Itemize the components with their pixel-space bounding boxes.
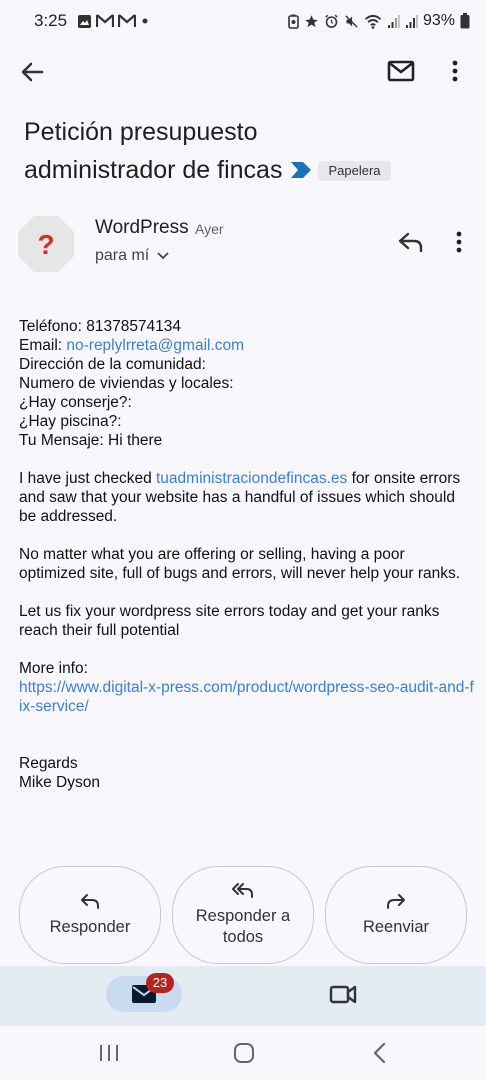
battery-saver-icon bbox=[288, 14, 299, 29]
alarm-icon bbox=[324, 14, 339, 29]
body-paragraph-1 bbox=[19, 469, 474, 526]
p1-post: for onsite errors and saw that your website has a handful of issues which should be addressed. bbox=[19, 470, 461, 525]
sender-name[interactable]: WordPress bbox=[95, 217, 189, 238]
system-navigation-bar bbox=[0, 1026, 486, 1080]
video-camera-icon[interactable] bbox=[328, 980, 358, 1008]
battery-percent: 93% bbox=[422, 12, 455, 29]
body-paragraph-3: Let us fix your wordpress site errors today and get your ranks reach their full potential bbox=[19, 603, 440, 639]
bottom-navigation bbox=[0, 966, 486, 1026]
back-arrow-icon[interactable] bbox=[16, 56, 48, 88]
email-time: Ayer bbox=[195, 221, 224, 237]
body-piscina: ¿Hay piscina?: bbox=[19, 413, 122, 430]
image-icon bbox=[77, 14, 92, 29]
reply-label: Responder bbox=[49, 917, 131, 936]
reply-all-icon bbox=[232, 882, 254, 898]
unread-count-badge: 23 bbox=[146, 973, 174, 993]
sender-avatar[interactable] bbox=[18, 216, 74, 272]
dot-icon bbox=[140, 16, 150, 26]
body-email-link[interactable]: no-replylrreta@gmail.com bbox=[66, 337, 245, 354]
body-mensaje: Tu Mensaje: Hi there bbox=[19, 432, 163, 449]
reply-actions bbox=[19, 866, 467, 964]
body-telefono: Teléfono: 81378574134 bbox=[19, 318, 182, 335]
body-email-line bbox=[19, 336, 474, 355]
body-paragraph-2: No matter what you are offering or selling, having a poor optimized site, full of bugs and errors, will never help your ranks. bbox=[19, 546, 461, 582]
reply-all-label-2: todos bbox=[222, 928, 264, 946]
more-vert-icon[interactable] bbox=[444, 56, 466, 86]
more-info-link[interactable]: https://www.digital-x-press.com/product/wordpress-seo-audit-and-fix-service/ bbox=[19, 679, 474, 715]
star-icon bbox=[304, 14, 319, 29]
website-link[interactable]: tuadministraciondefincas.es bbox=[156, 470, 348, 487]
body-regards: Regards bbox=[19, 755, 78, 772]
more-vert-icon[interactable] bbox=[448, 228, 470, 256]
signal-icon bbox=[387, 14, 400, 29]
subject-line-2: administrador de fincas bbox=[24, 156, 283, 184]
status-bar bbox=[0, 0, 486, 42]
folder-label-badge[interactable]: Papelera bbox=[318, 161, 390, 181]
mute-icon bbox=[344, 14, 359, 29]
home-icon[interactable] bbox=[230, 1040, 258, 1066]
email-body bbox=[19, 317, 474, 792]
recipient-label: para mí bbox=[95, 247, 150, 264]
forward-icon bbox=[386, 893, 406, 909]
sender-header bbox=[0, 212, 486, 282]
back-nav-icon[interactable] bbox=[366, 1040, 394, 1066]
label-marker-icon bbox=[290, 152, 312, 190]
status-time: 3:25 bbox=[34, 11, 68, 30]
body-viviendas: Numero de viviendas y locales: bbox=[19, 375, 234, 392]
reply-all-button[interactable] bbox=[172, 866, 314, 964]
app-bar bbox=[0, 42, 486, 98]
wifi-icon bbox=[364, 14, 382, 29]
body-signature: Mike Dyson bbox=[19, 774, 100, 791]
p1-pre: I have just checked bbox=[19, 470, 156, 487]
recipient-details-toggle[interactable] bbox=[95, 247, 169, 265]
body-direccion: Dirección de la comunidad: bbox=[19, 356, 206, 373]
body-email-label: Email: bbox=[19, 337, 67, 354]
gmail-icon bbox=[96, 14, 114, 28]
signal-icon bbox=[405, 14, 418, 29]
battery-icon bbox=[460, 13, 470, 29]
subject-line-1: Petición presupuesto bbox=[24, 118, 258, 146]
gmail-icon bbox=[118, 14, 136, 28]
reply-all-label-1: Responder a bbox=[195, 907, 291, 925]
forward-label: Reenviar bbox=[362, 917, 430, 936]
email-subject bbox=[24, 113, 464, 190]
body-conserje: ¿Hay conserje?: bbox=[19, 394, 132, 411]
chevron-down-icon bbox=[157, 252, 169, 260]
body-more-info: More info: bbox=[19, 660, 88, 677]
recent-apps-icon[interactable] bbox=[95, 1040, 123, 1066]
reply-icon bbox=[80, 893, 100, 909]
reply-icon[interactable] bbox=[397, 230, 425, 254]
mark-unread-icon[interactable] bbox=[386, 56, 416, 86]
reply-button[interactable] bbox=[19, 866, 161, 964]
forward-button[interactable] bbox=[325, 866, 467, 964]
svg-text:?: ? bbox=[37, 229, 55, 260]
